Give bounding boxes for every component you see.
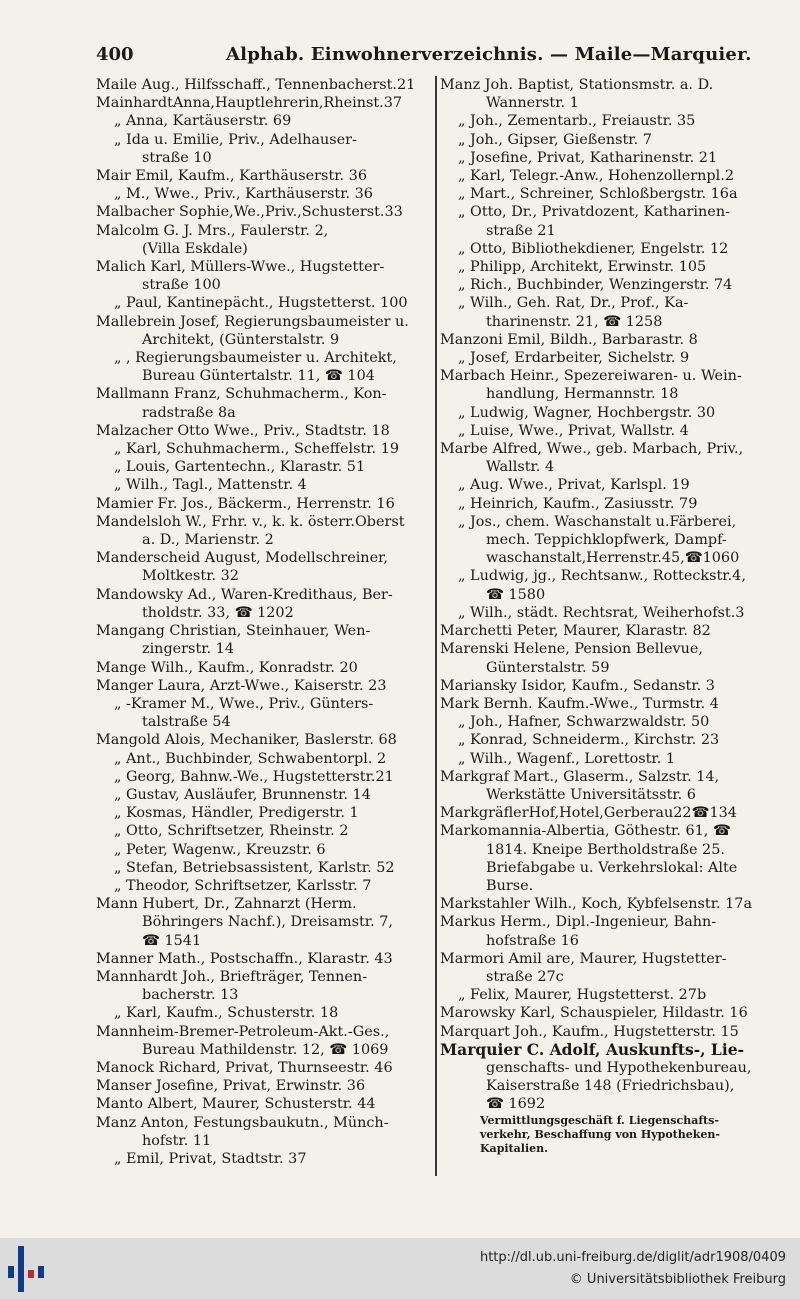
directory-line: Marowsky Karl, Schauspieler, Hildastr. 16: [440, 1005, 748, 1022]
directory-line: „ Joh., Hafner, Schwarzwaldstr. 50: [458, 714, 710, 731]
directory-line: Böhringers Nachf.), Dreisamstr. 7,: [142, 914, 393, 931]
directory-line: genschafts- und Hypothekenbureau,: [486, 1059, 752, 1076]
directory-line: „ Wilh., Wagenf., Lorettostr. 1: [458, 750, 676, 767]
directory-line: „ Philipp, Architekt, Erwinstr. 105: [458, 259, 707, 276]
directory-line: „ Konrad, Schneiderm., Kirchstr. 23: [458, 732, 720, 749]
directory-line: straße 21: [486, 222, 556, 239]
directory-line: 1814. Kneipe Bertholdstraße 25.: [486, 841, 725, 858]
directory-line: hofstraße 16: [486, 932, 579, 949]
directory-line: Günterstalstr. 59: [486, 659, 610, 676]
directory-line: „ Joh., Gipser, Gießenstr. 7: [458, 131, 652, 148]
directory-line: „ Emil, Privat, Stadtstr. 37: [114, 1150, 307, 1167]
directory-line: „ Joh., Zementarb., Freiaustr. 35: [458, 113, 696, 130]
directory-line: Markstahler Wilh., Koch, Kybfelsenstr. 17a: [440, 896, 753, 913]
directory-line: „ Jos., chem. Waschanstalt u.Färberei,: [458, 513, 737, 530]
directory-line: Marbe Alfred, Wwe., geb. Marbach, Priv.,: [440, 441, 744, 458]
directory-line: Mair Emil, Kaufm., Karthäuserstr. 36: [96, 168, 367, 185]
directory-line: straße 10: [142, 149, 212, 166]
page-number: 400: [96, 44, 134, 65]
directory-line: Marbach Heinr., Spezereiwaren- u. Wein-: [440, 368, 742, 385]
directory-line: „ Wilh., städt. Rechtsrat, Weiherhofst.3: [458, 604, 745, 621]
directory-line: Mallebrein Josef, Regierungsbaumeister u.: [96, 313, 409, 330]
directory-line: ☎ 1580: [486, 586, 546, 603]
directory-line: Manger Laura, Arzt-Wwe., Kaiserstr. 23: [96, 677, 387, 694]
directory-line: MarkgräflerHof,Hotel,Gerberau22☎134: [440, 805, 737, 822]
document-url-link[interactable]: http://dl.ub.uni-freiburg.de/diglit/adr1908/0409: [479, 1250, 786, 1265]
directory-line: „ Mart., Schreiner, Schloßbergstr. 16a: [458, 186, 738, 203]
directory-line: Manock Richard, Privat, Thurnseestr. 46: [96, 1059, 393, 1076]
directory-line: Bureau Mathildenstr. 12, ☎ 1069: [142, 1041, 389, 1058]
directory-line: „ Otto, Schriftsetzer, Rheinstr. 2: [114, 823, 349, 840]
directory-line: ☎ 1692: [486, 1096, 546, 1113]
viewer-footer: [0, 1238, 800, 1299]
directory-line: zingerstr. 14: [142, 641, 234, 658]
directory-line: „ Wilh., Geh. Rat, Dr., Prof., Ka-: [458, 295, 689, 312]
directory-line: waschanstalt,Herrenstr.45,☎1060: [486, 550, 740, 567]
directory-line: Manto Albert, Maurer, Schusterstr. 44: [96, 1096, 376, 1113]
directory-line: tharinenstr. 21, ☎ 1258: [486, 313, 663, 330]
directory-line: „ Karl, Kaufm., Schusterstr. 18: [114, 1005, 339, 1022]
directory-line: Malbacher Sophie,We.,Priv.,Schusterst.33: [96, 204, 403, 221]
directory-line: „ Karl, Telegr.-Anw., Hohenzollernpl.2: [458, 168, 734, 185]
directory-line: Manz Joh. Baptist, Stationsmstr. a. D.: [440, 77, 714, 93]
directory-line: Maile Aug., Hilfsschaff., Tennenbacherst.21: [96, 77, 416, 93]
directory-line: Mariansky Isidor, Kaufm., Sedanstr. 3: [440, 677, 715, 694]
directory-line: verkehr, Beschaffung von Hypotheken-: [480, 1127, 720, 1141]
directory-line: Vermittlungsgeschäft f. Liegenschafts-: [480, 1113, 719, 1127]
directory-line: Werkstätte Universitätsstr. 6: [486, 786, 696, 803]
directory-line: Manz Anton, Festungsbaukutn., Münch-: [96, 1114, 389, 1131]
directory-line: „ Anna, Kartäuserstr. 69: [114, 113, 292, 130]
directory-line: Manner Math., Postschaffn., Klarastr. 43: [96, 950, 393, 967]
directory-line: straße 100: [142, 277, 221, 294]
right-column: [440, 76, 770, 1156]
directory-line: ☎ 1541: [142, 932, 202, 949]
directory-line: Bureau Güntertalstr. 11, ☎ 104: [142, 368, 375, 385]
directory-line: „ Josef, Erdarbeiter, Sichelstr. 9: [458, 350, 690, 367]
page-title: Alphab. Einwohnerverzeichnis. — Maile—Marquier.: [226, 44, 752, 65]
page-header: [96, 44, 776, 70]
directory-line: a. D., Marienstr. 2: [142, 532, 274, 549]
directory-line: Mannhardt Joh., Briefträger, Tennen-: [96, 968, 368, 985]
directory-line: „ Paul, Kantinepächt., Hugstetterst. 100: [114, 295, 408, 312]
directory-line: Mandowsky Ad., Waren-Kredithaus, Ber-: [96, 586, 393, 603]
directory-line: „ Louis, Gartentechn., Klarastr. 51: [114, 459, 366, 476]
directory-line: „ Rich., Buchbinder, Wenzingerstr. 74: [458, 277, 733, 294]
directory-line: „ -Kramer M., Wwe., Priv., Günters-: [114, 695, 374, 712]
directory-line: radstraße 8a: [142, 404, 236, 421]
directory-line: „ Theodor, Schriftsetzer, Karlsstr. 7: [114, 877, 372, 894]
directory-line: Markgraf Mart., Glaserm., Salzstr. 14,: [440, 768, 720, 785]
directory-line: „ Stefan, Betriebsassistent, Karlstr. 52: [114, 859, 395, 876]
directory-line: „ Ludwig, Wagner, Hochbergstr. 30: [458, 404, 716, 421]
directory-line: Wannerstr. 1: [486, 95, 579, 112]
directory-line: „ Luise, Wwe., Privat, Wallstr. 4: [458, 422, 689, 439]
directory-line: Markomannia-Albertia, Göthestr. 61, ☎: [440, 823, 731, 840]
directory-line: Kapitalien.: [480, 1141, 548, 1155]
directory-line: Kaiserstraße 148 (Friedrichsbau),: [486, 1078, 735, 1095]
directory-line: „ Karl, Schuhmacherm., Scheffelstr. 19: [114, 441, 400, 458]
directory-line: mech. Teppichklopfwerk, Dampf-: [486, 532, 727, 549]
directory-line: „ Georg, Bahnw.-We., Hugstetterstr.21: [114, 768, 394, 785]
directory-line: Marquier C. Adolf, Auskunfts-, Lie-: [440, 1040, 745, 1059]
directory-line: Mandelsloh W., Frhr. v., k. k. österr.Oberst: [96, 513, 405, 530]
directory-line: „ Ida u. Emilie, Priv., Adelhauser-: [114, 131, 357, 148]
directory-line: Architekt, (Günterstalstr. 9: [142, 331, 340, 348]
directory-line: Briefabgabe u. Verkehrslokal: Alte: [486, 859, 738, 876]
directory-line: Burse.: [486, 877, 534, 894]
directory-line: Mangold Alois, Mechaniker, Baslerstr. 68: [96, 732, 397, 749]
directory-line: „ Heinrich, Kaufm., Zasiusstr. 79: [458, 495, 698, 512]
directory-line: Mannheim-Bremer-Petroleum-Akt.-Ges.,: [96, 1023, 390, 1040]
directory-line: Wallstr. 4: [486, 459, 555, 476]
directory-line: Mange Wilh., Kaufm., Konradstr. 20: [96, 659, 358, 676]
directory-line: Marchetti Peter, Maurer, Klarastr. 82: [440, 623, 711, 640]
directory-line: „ Felix, Maurer, Hugstetterst. 27b: [458, 987, 707, 1004]
directory-line: „ Josefine, Privat, Katharinenstr. 21: [458, 149, 718, 166]
directory-line: Manser Josefine, Privat, Erwinstr. 36: [96, 1078, 366, 1095]
directory-line: „ M., Wwe., Priv., Karthäuserstr. 36: [114, 186, 373, 203]
directory-line: hofstr. 11: [142, 1132, 212, 1149]
directory-line: Moltkestr. 32: [142, 568, 239, 585]
directory-line: MainhardtAnna,Hauptlehrerin,Rheinst.37: [96, 95, 403, 112]
directory-line: „ Peter, Wagenw., Kreuzstr. 6: [114, 841, 326, 858]
directory-line: Markus Herm., Dipl.-Ingenieur, Bahn-: [440, 914, 717, 931]
directory-line: „ Gustav, Ausläufer, Brunnenstr. 14: [114, 786, 371, 803]
directory-line: talstraße 54: [142, 714, 231, 731]
directory-line: tholdstr. 33, ☎ 1202: [142, 604, 294, 621]
left-column: [96, 76, 436, 1168]
directory-line: „ Ant., Buchbinder, Schwabentorpl. 2: [114, 750, 387, 767]
directory-line: Mangang Christian, Steinhauer, Wen-: [96, 623, 371, 640]
directory-line: „ Otto, Bibliothekdiener, Engelstr. 12: [458, 240, 729, 257]
directory-line: „ Otto, Dr., Privatdozent, Katharinen-: [458, 204, 730, 221]
directory-line: „ Aug. Wwe., Privat, Karlspl. 19: [458, 477, 690, 494]
directory-line: Mark Bernh. Kaufm.-Wwe., Turmstr. 4: [440, 695, 719, 712]
library-logo-icon: [8, 1246, 48, 1292]
directory-line: Mallmann Franz, Schuhmacherm., Kon-: [96, 386, 387, 403]
directory-line: Malzacher Otto Wwe., Priv., Stadtstr. 18: [96, 422, 390, 439]
directory-line: Malich Karl, Müllers-Wwe., Hugstetter-: [96, 259, 385, 276]
directory-line: Manzoni Emil, Bildh., Barbarastr. 8: [440, 331, 698, 348]
column-divider: [435, 76, 437, 1176]
directory-line: „ Kosmas, Händler, Predigerstr. 1: [114, 805, 359, 822]
directory-line: „ Ludwig, jg., Rechtsanw., Rotteckstr.4,: [458, 568, 746, 585]
directory-line: bacherstr. 13: [142, 987, 239, 1004]
directory-line: Marenski Helene, Pension Bellevue,: [440, 641, 703, 658]
copyright-text: © Universitätsbibliothek Freiburg: [569, 1272, 786, 1287]
directory-line: handlung, Hermannstr. 18: [486, 386, 679, 403]
directory-line: „ Wilh., Tagl., Mattenstr. 4: [114, 477, 307, 494]
directory-line: (Villa Eskdale): [142, 240, 248, 257]
directory-line: Marmori Amil are, Maurer, Hugstetter-: [440, 950, 727, 967]
directory-line: Marquart Joh., Kaufm., Hugstetterstr. 15: [440, 1023, 739, 1040]
directory-line: Mamier Fr. Jos., Bäckerm., Herrenstr. 16: [96, 495, 395, 512]
directory-line: Manderscheid August, Modellschreiner,: [96, 550, 388, 567]
directory-line: straße 27c: [486, 968, 564, 985]
directory-line: Mann Hubert, Dr., Zahnarzt (Herm.: [96, 896, 357, 913]
directory-line: Malcolm G. J. Mrs., Faulerstr. 2,: [96, 222, 329, 239]
directory-line: „ , Regierungsbaumeister u. Architekt,: [114, 350, 397, 367]
